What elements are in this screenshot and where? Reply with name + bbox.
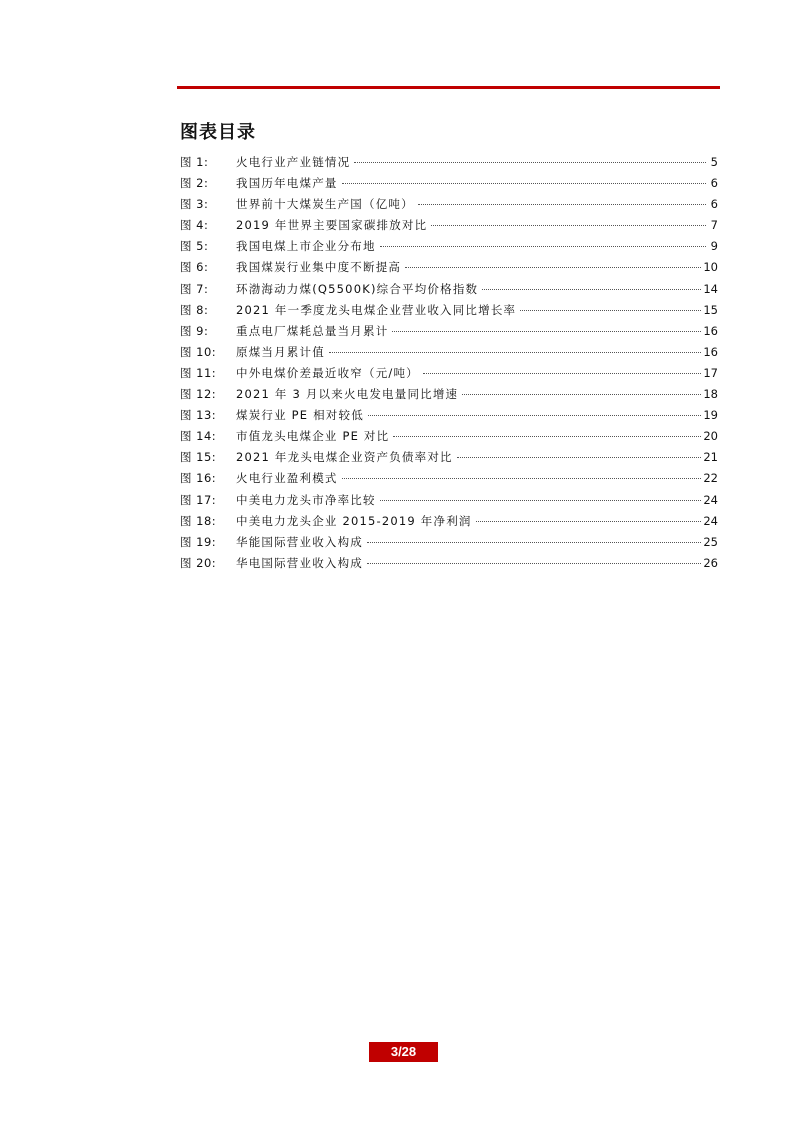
toc-entry[interactable] [180, 173, 718, 194]
toc-entry-label: 图 2: [180, 176, 209, 191]
toc-entry-label: 图 10: [180, 344, 217, 359]
toc-entry-title[interactable]: 中美电力龙头市净率比较 [236, 492, 376, 507]
toc-dot-leader [367, 542, 701, 543]
toc-dot-leader [457, 457, 702, 458]
toc-entry-title[interactable]: 原煤当月累计值 [236, 344, 325, 359]
toc-entry-page-number[interactable]: 6 [710, 176, 718, 191]
toc-entry-page-number[interactable]: 6 [710, 197, 718, 212]
toc-entry-label: 图 7: [180, 281, 209, 296]
toc-dot-leader [342, 478, 702, 479]
toc-entry-page-number[interactable]: 24 [703, 513, 718, 528]
toc-entry-title[interactable]: 我国历年电煤产量 [236, 176, 338, 191]
toc-entry-title[interactable]: 2021 年龙头电煤企业资产负债率对比 [236, 450, 453, 465]
toc-entry-page-number[interactable]: 15 [703, 302, 718, 317]
toc-entry-label: 图 5: [180, 239, 209, 254]
toc-entry[interactable] [180, 384, 718, 405]
header-rule [177, 86, 720, 89]
toc-dot-leader [354, 162, 706, 163]
toc-entry-page-number[interactable]: 19 [703, 408, 718, 423]
toc-entry-page-number[interactable]: 20 [703, 429, 718, 444]
toc-entry-title[interactable]: 重点电厂煤耗总量当月累计 [236, 323, 389, 338]
toc-dot-leader [405, 267, 701, 268]
toc-entry-page-number[interactable]: 14 [703, 281, 718, 296]
toc-entry[interactable] [180, 257, 718, 278]
toc-entry-title[interactable]: 世界前十大煤炭生产国（亿吨） [236, 197, 414, 212]
toc-entry-page-number[interactable]: 22 [703, 471, 718, 486]
toc-entry-label: 图 14: [180, 429, 217, 444]
toc-entry-label: 图 9: [180, 323, 209, 338]
toc-dot-leader [368, 415, 701, 416]
toc-entry[interactable] [180, 553, 718, 574]
toc-entry-page-number[interactable]: 7 [710, 218, 718, 233]
toc-entry-title[interactable]: 火电行业产业链情况 [236, 155, 351, 169]
toc-entry[interactable] [180, 426, 718, 447]
toc-entry-page-number[interactable]: 16 [703, 323, 718, 338]
toc-entry-page-number[interactable]: 10 [703, 260, 718, 275]
toc-dot-leader [476, 521, 702, 522]
toc-entry[interactable] [180, 152, 718, 173]
toc-entry[interactable] [180, 468, 718, 489]
toc-dot-leader [393, 436, 701, 437]
toc-entry-page-number[interactable]: 24 [703, 492, 718, 507]
toc-entry[interactable] [180, 490, 718, 511]
toc-entry-label: 图 13: [180, 408, 217, 423]
toc-entry[interactable] [180, 405, 718, 426]
toc-entry-page-number[interactable]: 17 [703, 365, 718, 380]
toc-dot-leader [482, 289, 701, 290]
toc-dot-leader [423, 373, 701, 374]
toc-entry[interactable] [180, 321, 718, 342]
toc-entry-label: 图 1: [180, 155, 209, 169]
toc-list [180, 152, 718, 574]
toc-entry-page-number[interactable]: 25 [703, 534, 718, 549]
toc-entry-title[interactable]: 2019 年世界主要国家碳排放对比 [236, 218, 428, 233]
toc-entry[interactable] [180, 300, 718, 321]
toc-entry-title[interactable]: 2021 年 3 月以来火电发电量同比增速 [236, 387, 459, 402]
toc-entry-label: 图 16: [180, 471, 217, 486]
toc-entry-title[interactable]: 华电国际营业收入构成 [236, 555, 363, 570]
toc-entry[interactable] [180, 363, 718, 384]
toc-entry-page-number[interactable]: 5 [710, 155, 718, 169]
toc-title: 图表目录 [180, 122, 256, 143]
toc-entry[interactable] [180, 532, 718, 553]
toc-entry[interactable] [180, 279, 718, 300]
toc-entry[interactable] [180, 342, 718, 363]
toc-entry-title[interactable]: 中外电煤价差最近收窄（元/吨） [236, 365, 419, 380]
toc-entry[interactable] [180, 236, 718, 257]
toc-entry-title[interactable]: 环渤海动力煤(Q5500K)综合平均价格指数 [236, 281, 479, 296]
toc-entry-title[interactable]: 火电行业盈利模式 [236, 471, 338, 486]
toc-entry-label: 图 20: [180, 555, 217, 570]
toc-entry-label: 图 6: [180, 260, 209, 275]
page-number-badge: 3/28 [369, 1042, 438, 1062]
toc-dot-leader [367, 563, 701, 564]
toc-entry[interactable] [180, 511, 718, 532]
toc-entry-label: 图 4: [180, 218, 209, 233]
toc-entry-label: 图 12: [180, 387, 217, 402]
toc-dot-leader [520, 310, 701, 311]
toc-dot-leader [462, 394, 701, 395]
toc-entry-label: 图 8: [180, 302, 209, 317]
toc-dot-leader [380, 246, 706, 247]
toc-dot-leader [342, 183, 706, 184]
toc-entry-page-number[interactable]: 9 [710, 239, 718, 254]
toc-entry-page-number[interactable]: 21 [703, 450, 718, 465]
toc-entry[interactable] [180, 447, 718, 468]
toc-entry-title[interactable]: 市值龙头电煤企业 PE 对比 [236, 429, 390, 444]
toc-entry-page-number[interactable]: 18 [703, 387, 718, 402]
toc-entry[interactable] [180, 194, 718, 215]
toc-entry-page-number[interactable]: 16 [703, 344, 718, 359]
toc-dot-leader [392, 331, 701, 332]
toc-entry-label: 图 11: [180, 365, 217, 380]
toc-entry-title[interactable]: 煤炭行业 PE 相对较低 [236, 408, 364, 423]
toc-entry-title[interactable]: 我国煤炭行业集中度不断提高 [236, 260, 402, 275]
toc-entry-title[interactable]: 我国电煤上市企业分布地 [236, 239, 376, 254]
toc-dot-leader [329, 352, 701, 353]
toc-dot-leader [431, 225, 706, 226]
toc-entry-page-number[interactable]: 26 [703, 555, 718, 570]
toc-entry-label: 图 17: [180, 492, 217, 507]
toc-entry-title[interactable]: 2021 年一季度龙头电煤企业营业收入同比增长率 [236, 302, 517, 317]
toc-dot-leader [380, 500, 702, 501]
toc-entry-label: 图 19: [180, 534, 217, 549]
toc-entry-label: 图 18: [180, 513, 217, 528]
toc-entry-title[interactable]: 华能国际营业收入构成 [236, 534, 363, 549]
toc-entry-label: 图 3: [180, 197, 209, 212]
toc-dot-leader [418, 204, 706, 205]
toc-entry-title[interactable]: 中美电力龙头企业 2015-2019 年净利润 [236, 513, 472, 528]
toc-entry[interactable] [180, 215, 718, 236]
toc-entry-label: 图 15: [180, 450, 217, 465]
